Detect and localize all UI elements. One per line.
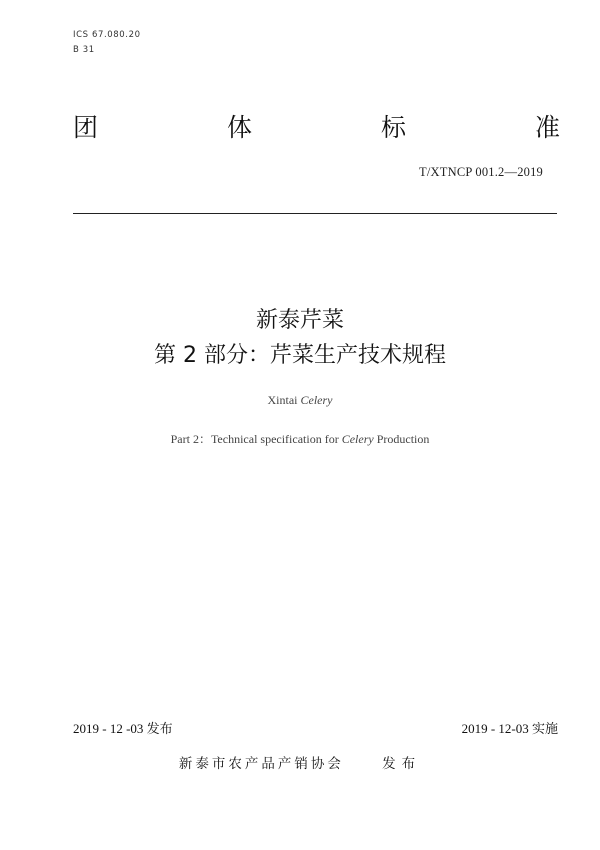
ics-code: ICS 67.080.20 <box>73 30 141 40</box>
title-part: 第 2 部分：芹菜生产技术规程 <box>154 343 446 368</box>
english-subtitle-italic: Celery <box>341 432 374 446</box>
english-title <box>0 393 600 408</box>
ccs-code: B 31 <box>73 45 95 55</box>
issue-date: 2019 - 12 -03 发布 <box>73 721 173 736</box>
standard-code: T/XTNCP 001.2—2019 <box>419 165 543 179</box>
standard-type-char: 体 <box>226 113 252 142</box>
english-title-prefix: Xintai <box>267 393 298 407</box>
implementation-date: 2019 - 12-03 实施 <box>461 721 558 736</box>
title-main: 新泰芹菜 <box>255 308 344 333</box>
header-divider <box>73 213 557 214</box>
publish-label: 发布 <box>382 756 422 772</box>
english-subtitle-suffix: Production <box>376 432 430 446</box>
english-subtitle <box>0 430 600 447</box>
standard-type-char: 标 <box>380 113 406 142</box>
standard-type-char: 团 <box>73 113 99 142</box>
english-subtitle-prefix: Part 2：Technical specification for <box>170 432 339 446</box>
english-title-italic: Celery <box>300 393 333 407</box>
standard-type-heading <box>73 113 560 143</box>
standard-type-char: 准 <box>534 113 560 142</box>
publisher-line <box>0 752 600 772</box>
publisher-name: 新泰市农产品产销协会 <box>178 756 344 772</box>
